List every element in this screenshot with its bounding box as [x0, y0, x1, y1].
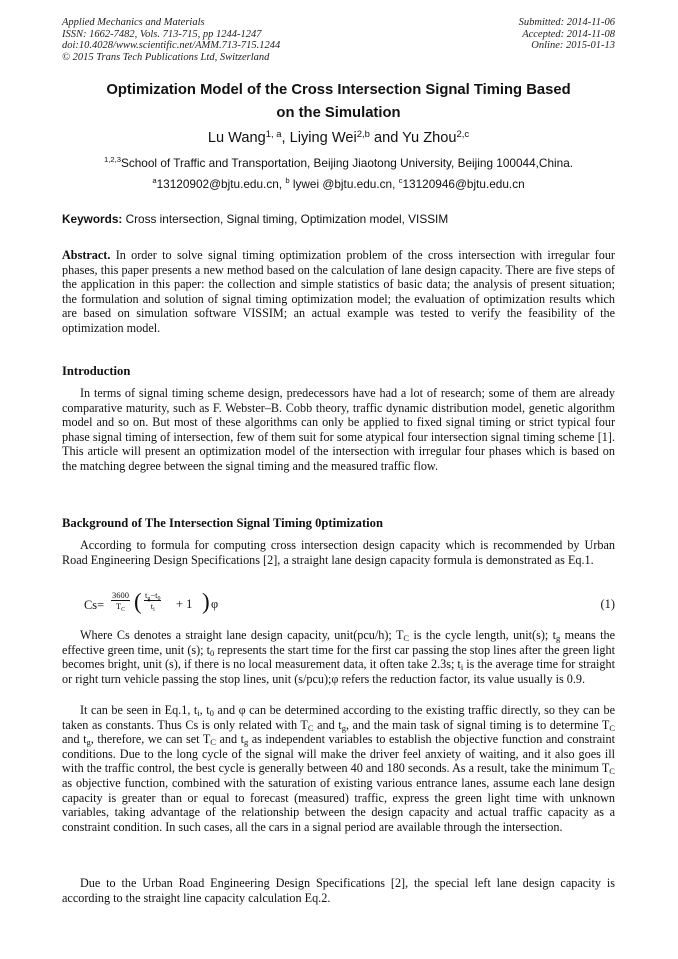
author-separator: and	[369, 130, 403, 146]
journal-copyright: © 2015 Trans Tech Publications Ltd, Switzerland	[62, 51, 270, 63]
submitted-date: Submitted: 2014-11-06	[518, 17, 615, 28]
subscript: C	[609, 766, 615, 777]
email-marker: b	[285, 176, 290, 185]
background-paragraph-3	[62, 703, 615, 834]
journal-doi: doi:10.4028/www.scientific.net/AMM.713-715.1244	[62, 40, 281, 52]
author-1: Lu Wang	[207, 130, 266, 146]
abstract-label: Abstract.	[62, 248, 111, 262]
background-paragraph-1: According to formula for computing cross intersection design capacity which is recommended by Urban Road Engineering Design Specifications [2], a straight lane design capacity formula is demonstrated as Eq.1.	[62, 538, 615, 567]
denominator-symbol: t	[150, 601, 154, 611]
equation-number: (1)	[600, 597, 615, 611]
numerator-minus: −t	[150, 590, 158, 600]
text-run: and t	[215, 732, 244, 747]
denominator-subscript: i	[153, 607, 155, 613]
text-run: is the average time for straight or right turn vehicle passing the stop lines, unit (s/pcu);φ refers the reduction factor, its value usually is 0.9.	[62, 657, 615, 686]
text-run: means the effective green time, unit (s); t	[62, 628, 616, 657]
equation-paren-close: )	[202, 589, 210, 614]
numerator-symbol: t	[145, 590, 148, 600]
keywords-label: Keywords:	[62, 212, 123, 226]
subscript: g	[341, 722, 346, 733]
text-run: as objective function, combined with the saturation of existing various entrance lanes, assume each lane design capacity is greater than or equal to forecast (measured) traffic, express the green light time with unknown variables, taking advantage of the relationship between the design capacity and actual traffic capacity as a constraint condition. In such cases, all the cars in a signal period are available through the intersection.	[62, 775, 615, 834]
title-line-2: on the Simulation	[276, 105, 401, 121]
keywords-text: Cross intersection, Signal timing, Optimization model, VISSIM	[122, 212, 449, 226]
author-3: Yu Zhou	[402, 130, 457, 146]
section-heading-introduction: Introduction	[62, 364, 131, 378]
email-marker: a	[152, 176, 157, 185]
text-run: represents the start time for the first car passing the stop lines after the green light becomes bright, unit (s), if there is no local measurement data, it often take 2.3s; t	[62, 642, 615, 672]
email-c: 13120946@bjtu.edu.cn	[402, 177, 525, 191]
email-b: lywei @bjtu.edu.cn,	[289, 177, 399, 191]
subscript: g	[556, 633, 561, 643]
subscript: 0	[210, 647, 215, 658]
abstract	[62, 248, 615, 336]
subscript: C	[609, 722, 616, 733]
author-separator: ,	[281, 130, 290, 146]
text-run: Where Cs denotes a straight lane design capacity, unit(pcu/h); T	[80, 628, 404, 642]
subscript: C	[210, 737, 216, 748]
equation-plus-one: + 1	[176, 597, 193, 611]
keywords	[62, 211, 615, 227]
equation-lhs: Cs=	[84, 598, 105, 612]
fraction-numerator	[144, 590, 161, 601]
author-2: Liying Wei	[289, 130, 357, 146]
text-run: is the cycle length, unit(s); t	[409, 628, 557, 642]
abstract-text: In order to solve signal timing optimization problem of the cross intersection with irregular four phases, this paper presents a new method based on the calculation of lane design capacity. There are five steps of the application in this paper: the collection and simple statistics of basic data; the analysis of present situation; the formulation and solution of signal timing optimization model; the evaluation of optimization results which are based on simulation software VISSIM; an actual example was tested to verify the feasibility of the optimization model.	[62, 248, 615, 335]
subscript: g	[86, 737, 91, 748]
paper-title	[62, 79, 615, 125]
text-run: and t	[62, 732, 87, 747]
author-1-affil: 1, a	[265, 129, 282, 140]
denominator-subscript: C	[121, 607, 126, 613]
journal-issn: ISSN: 1662-7482, Vols. 713-715, pp 1244-1247	[62, 28, 262, 40]
affiliation-marker: 1,2,3	[103, 155, 121, 164]
author-emails	[62, 176, 615, 192]
email-a: 13120902@bjtu.edu.cn,	[156, 177, 286, 191]
equation-fraction-1	[111, 590, 130, 611]
affiliation-text: School of Traffic and Transportation, Beijing Jiaotong University, Beijing 100044,China.	[120, 156, 574, 170]
online-date: Online: 2015-01-13	[531, 40, 615, 52]
accepted-date: Accepted: 2014-11-08	[522, 28, 615, 40]
text-run: , t	[199, 703, 210, 717]
equation-phi: φ	[211, 597, 219, 611]
equation-fraction-2	[144, 590, 161, 611]
text-run: , and the main task of signal timing is to determine T	[345, 717, 610, 732]
numerator-subscript: 0	[157, 596, 161, 602]
submission-dates	[519, 17, 615, 52]
subscript: i	[197, 708, 200, 718]
section-heading-background: Background of The Intersection Signal Timing 0ptimization	[62, 516, 383, 530]
numerator-subscript: g	[147, 596, 151, 602]
fraction-denominator	[111, 601, 130, 611]
journal-header	[62, 17, 280, 63]
email-marker: c	[398, 176, 403, 185]
subscript: C	[307, 722, 314, 733]
background-paragraph-2	[62, 628, 615, 686]
author-list	[62, 128, 615, 148]
text-run: It can be seen in Eq.1, t	[80, 703, 198, 717]
subscript: g	[244, 737, 249, 748]
fraction-numerator: 3600	[112, 590, 129, 600]
affiliation	[62, 155, 615, 171]
subscript: 0	[209, 708, 214, 718]
fraction-denominator	[144, 601, 161, 611]
text-run: , therefore, we can set T	[90, 732, 211, 747]
title-line-1: Optimization Model of the Cross Intersection Signal Timing Based	[106, 82, 571, 98]
background-paragraph-4: Due to the Urban Road Engineering Design Specifications [2], the special left lane design capacity is according to the straight line capacity calculation Eq.2.	[62, 876, 615, 905]
subscript: C	[403, 633, 410, 643]
equation-1	[84, 590, 615, 622]
author-3-affil: 2,c	[456, 129, 470, 140]
text-run: and t	[313, 717, 342, 732]
subscript: i	[460, 662, 464, 673]
text-run: as independent variables to establish the objective function and constraint conditions. Due to the long cycle of the signal will make the driver feel anxiety of waiting, and it also goes ill with the traffic control, the best cycle is generally between 40 and 180 seconds. As a result, take the minimum T	[62, 732, 616, 776]
introduction-paragraph: In terms of signal timing scheme design, predecessors have had a lot of research; some of them are already comparative maturity, such as F. Webster–B. Cobb theory, traffic dynamic distribution model, genetic algorithm model and so on. But most of these algorithms can only be applied to fixed signal timing or strict typical four phase signal timing of intersection, few of them suit for some atypical four intersection signal timing scheme [1]. This article will present an optimization model of the intersection with irregular four phases which is based on the matching degree between the signal timing and the measured traffic flow.	[62, 386, 615, 473]
equation-paren-open: (	[134, 589, 142, 614]
journal-name: Applied Mechanics and Materials	[62, 17, 205, 28]
text-run: and φ can be determined according to the existing traffic directly, so they can be taken as constants. Thus Cs is only related with T	[62, 703, 615, 732]
denominator-symbol: T	[115, 601, 122, 611]
author-2-affil: 2,b	[356, 129, 370, 140]
